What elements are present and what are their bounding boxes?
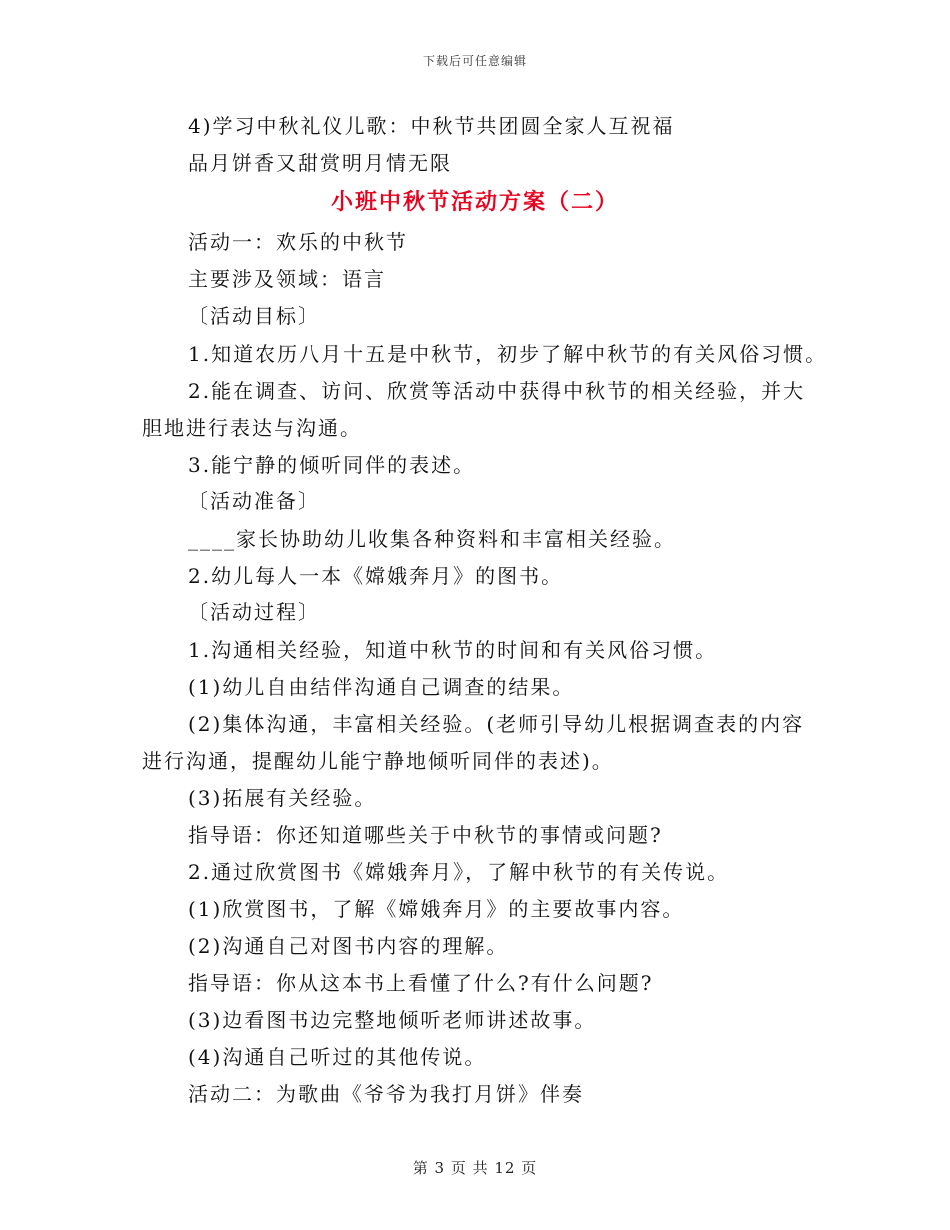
intro-line-2: 品月饼香又甜赏明月情无限 — [188, 151, 452, 175]
process-heading: 〔活动过程〕 — [188, 600, 320, 624]
page-number: 第 3 页 共 12 页 — [412, 1159, 538, 1177]
goal-1: 1.知道农历八月十五是中秋节，初步了解中秋节的有关风俗习惯。 — [188, 342, 828, 366]
section-title: 小班中秋节活动方案（二） — [330, 189, 619, 215]
process-1-1: (1)幼儿自由结伴沟通自己调查的结果。 — [188, 675, 575, 699]
intro-line-1: 4)学习中秋礼仪儿歌：中秋节共团圆全家人互祝福 — [188, 114, 675, 138]
guide-2: 指导语：你从这本书上看懂了什么?有什么问题? — [188, 971, 654, 995]
goal-2: 2.能在调查、访问、欣赏等活动中获得中秋节的相关经验，并大 — [188, 379, 806, 403]
goal-3: 3.能宁静的倾听同伴的表述。 — [188, 453, 476, 477]
process-2-4: (4)沟通自己听过的其他传说。 — [188, 1045, 487, 1069]
goal-2-cont: 胆地进行表达与沟通。 — [142, 416, 362, 440]
domain-line: 主要涉及领域：语言 — [188, 267, 386, 291]
process-2-3: (3)边看图书边完整地倾听老师讲述故事。 — [188, 1008, 597, 1032]
process-1-2: (2)集体沟通，丰富相关经验。(老师引导幼儿根据调查表的内容 — [188, 712, 805, 736]
process-2-2: (2)沟通自己对图书内容的理解。 — [188, 934, 509, 958]
activity-two-heading: 活动二：为歌曲《爷爷为我打月饼》伴奏 — [188, 1082, 584, 1106]
activity-one-heading: 活动一：欢乐的中秋节 — [188, 230, 408, 254]
process-1: 1.沟通相关经验，知道中秋节的时间和有关风俗习惯。 — [188, 638, 718, 662]
process-1-3: (3)拓展有关经验。 — [188, 786, 377, 810]
process-1-2-cont: 进行沟通，提醒幼儿能宁静地倾听同伴的表述)。 — [142, 749, 614, 773]
prep-heading: 〔活动准备〕 — [188, 489, 320, 513]
guide-1: 指导语：你还知道哪些关于中秋节的事情或问题? — [188, 823, 663, 847]
process-2: 2.通过欣赏图书《嫦娥奔月》，了解中秋节的有关传说。 — [188, 860, 730, 884]
prep-2: 2.幼儿每人一本《嫦娥奔月》的图书。 — [188, 564, 564, 588]
process-2-1: (1)欣赏图书，了解《嫦娥奔月》的主要故事内容。 — [188, 897, 685, 921]
prep-1: ____家长协助幼儿收集各种资料和丰富相关经验。 — [188, 527, 676, 551]
goals-heading: 〔活动目标〕 — [188, 304, 320, 328]
header-note: 下载后可任意编辑 — [422, 54, 527, 68]
